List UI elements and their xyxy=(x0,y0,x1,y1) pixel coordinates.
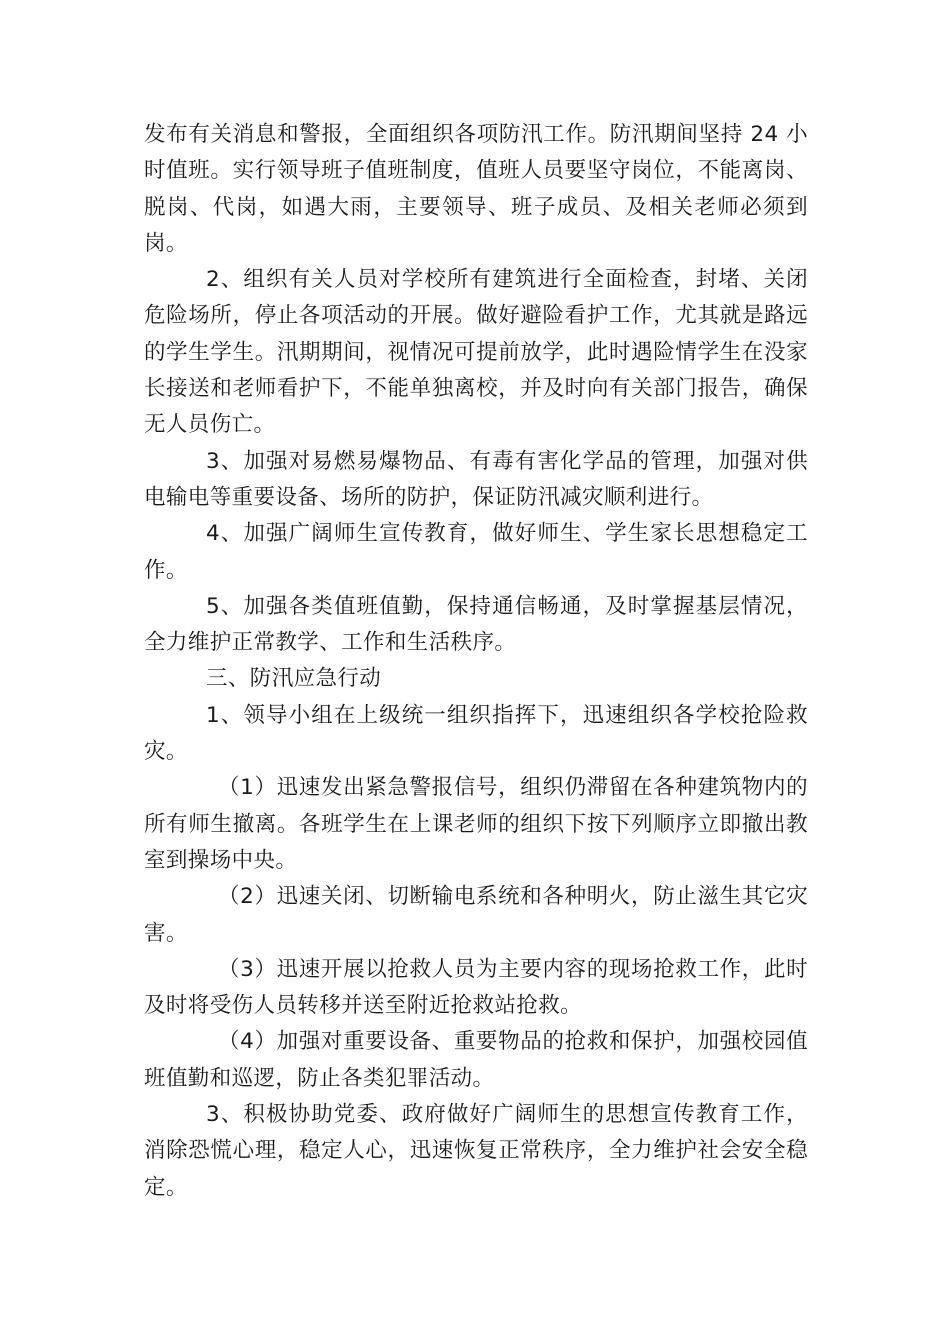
paragraph-subitem-4: （4）加强对重要设备、重要物品的抢救和保护，加强校园值班值勤和巡逻，防止各类犯罪活动。 xyxy=(144,1029,808,1091)
paragraph-item-2: 2、组织有关人员对学校所有建筑进行全面检查，封堵、关闭危险场所，停止各项活动的开展。做好避险看护工作，尤其就是路远的学生学生。汛期期间，视情况可提前放学，此时遇险情学生在没家长接送和老师看护下，不能单独离校，并及时向有关部门报告，确保无人员伤亡。 xyxy=(144,267,808,438)
paragraph-item-5: 5、加强各类值班值勤，保持通信畅通，及时掌握基层情况，全力维护正常教学、工作和生活秩序。 xyxy=(144,593,808,656)
paragraph-subitem-1: （1）迅速发出紧急警报信号，组织仍滞留在各种建筑物内的所有师生撤离。各班学生在上课老师的组织下按下列顺序立即撤出教室到操场中央。 xyxy=(144,775,808,873)
paragraph-subitem-2: （2）迅速关闭、切断输电系统和各种明火，防止滋生其它灾害。 xyxy=(144,884,808,946)
paragraph-action-3: 3、积极协助党委、政府做好广阔师生的思想宣传教育工作，消除恐慌心理，稳定人心，迅速恢复正常秩序，全力维护社会安全稳定。 xyxy=(144,1102,808,1200)
paragraph-action-1: 1、领导小组在上级统一组织指挥下，迅速组织各学校抢险救灾。 xyxy=(144,702,808,765)
paragraph-item-3: 3、加强对易燃易爆物品、有毒有害化学品的管理，加强对供电输电等重要设备、场所的防护，保证防汛减灾顺利进行。 xyxy=(144,448,808,510)
section-heading: 三、防汛应急行动 xyxy=(206,666,382,692)
paragraph-continuation: 发布有关消息和警报，全面组织各项防汛工作。防汛期间坚持 24 小时值班。实行领导班子值班制度，值班人员要坚守岗位，不能离岗、脱岗、代岗，如遇大雨，主要领导、班子成员、及相关老师必须到岗。 xyxy=(144,122,808,256)
paragraph-item-4: 4、加强广阔师生宣传教育，做好师生、学生家长思想稳定工作。 xyxy=(144,521,808,583)
paragraph-subitem-3: （3）迅速开展以抢救人员为主要内容的现场抢救工作，此时及时将受伤人员转移并送至附近抢救站抢救。 xyxy=(144,956,808,1019)
document-body xyxy=(144,117,808,1206)
